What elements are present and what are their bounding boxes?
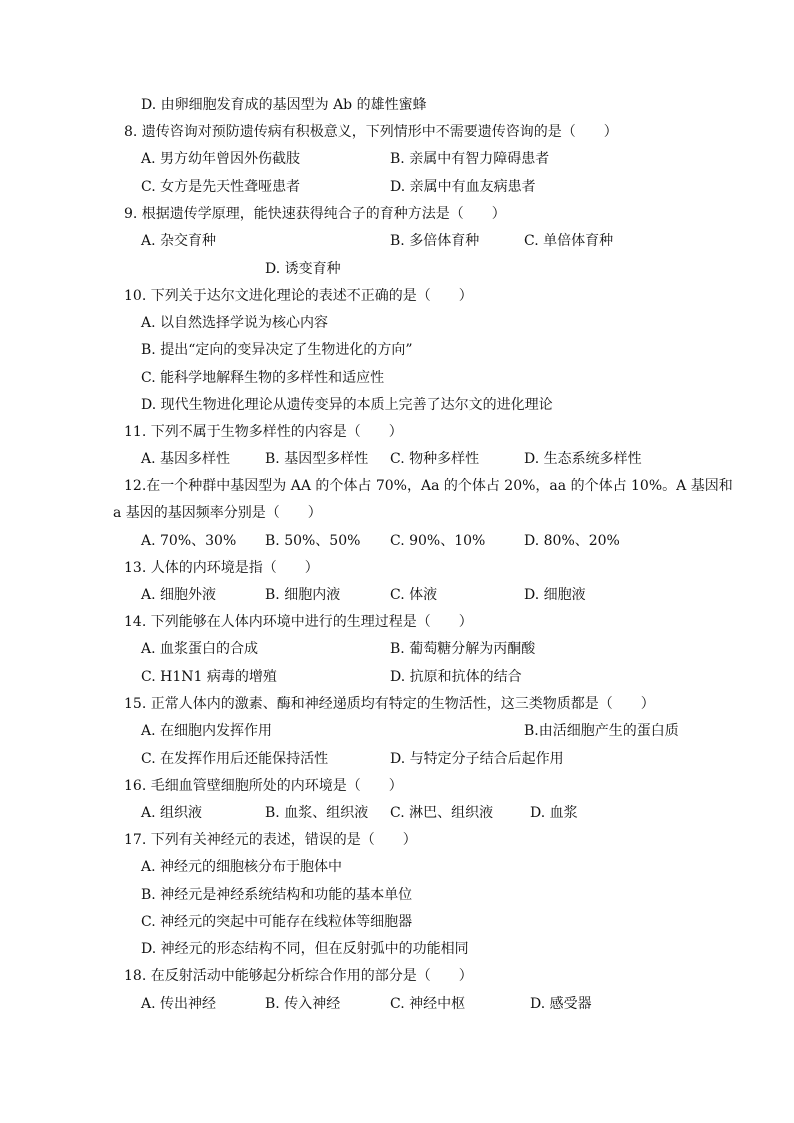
q13-option-a: A. 细胞外液 [141, 587, 217, 603]
q9-option-d: D. 诱变育种 [265, 261, 341, 277]
q15-stem: 15. 正常人体内的激素、酶和神经递质均有特定的生物活性，这三类物质都是（ ） [124, 696, 655, 712]
q14-option-b: B. 葡萄糖分解为丙酮酸 [390, 641, 536, 657]
q12-option-a: A. 70%、30% [141, 533, 237, 549]
q13-stem: 13. 人体的内环境是指（ ） [124, 560, 319, 576]
q13-option-d: D. 细胞液 [524, 587, 586, 603]
q10-option-b: B. 提出“定向的变异决定了生物进化的方向” [141, 342, 413, 358]
q8-option-a: A. 男方幼年曾因外伤截肢 [141, 151, 301, 167]
q15-option-d: D. 与特定分子结合后起作用 [390, 751, 564, 767]
q12-option-b: B. 50%、50% [265, 533, 361, 549]
q8-option-d: D. 亲属中有血友病患者 [390, 179, 536, 195]
q18-stem: 18. 在反射活动中能够起分析综合作用的部分是（ ） [124, 968, 473, 984]
q17-stem: 17. 下列有关神经元的表述，错误的是（ ） [124, 832, 417, 848]
q11-option-d: D. 生态系统多样性 [524, 451, 642, 467]
q13-option-c: C. 体液 [390, 587, 438, 603]
q9-option-a: A. 杂交育种 [141, 233, 217, 249]
q12-option-d: D. 80%、20% [524, 533, 620, 549]
q9-option-b: B. 多倍体育种 [390, 233, 480, 249]
q14-option-c: C. H1N1 病毒的增殖 [141, 669, 277, 685]
q14-option-a: A. 血浆蛋白的合成 [141, 641, 259, 657]
q10-option-d: D. 现代生物进化理论从遗传变异的本质上完善了达尔文的进化理论 [141, 397, 553, 413]
q8-stem: 8. 遗传咨询对预防遗传病有积极意义，下列情形中不需要遗传咨询的是（ ） [124, 124, 618, 140]
q15-option-a: A. 在细胞内发挥作用 [141, 723, 273, 739]
q16-option-b: B. 血浆、组织液 [265, 805, 369, 821]
q14-option-d: D. 抗原和抗体的结合 [390, 669, 522, 685]
q18-option-d: D. 感受器 [530, 996, 592, 1012]
q11-stem: 11. 下列不属于生物多样性的内容是（ ） [124, 424, 403, 440]
q16-option-d: D. 血浆 [530, 805, 578, 821]
q8-option-b: B. 亲属中有智力障碍患者 [390, 151, 550, 167]
q18-option-a: A. 传出神经 [141, 996, 217, 1012]
q9-stem: 9. 根据遗传学原理，能快速获得纯合子的育种方法是（ ） [124, 206, 506, 222]
q17-option-c: C. 神经元的突起中可能存在线粒体等细胞器 [141, 914, 413, 930]
q10-option-a: A. 以自然选择学说为核心内容 [141, 315, 329, 331]
q16-option-a: A. 组织液 [141, 805, 203, 821]
q17-option-a: A. 神经元的细胞核分布于胞体中 [141, 859, 343, 875]
q10-stem: 10. 下列关于达尔文进化理论的表述不正确的是（ ） [124, 288, 473, 304]
q18-option-c: C. 神经中枢 [390, 996, 466, 1012]
q10-option-c: C. 能科学地解释生物的多样性和适应性 [141, 370, 385, 386]
q11-option-b: B. 基因型多样性 [265, 451, 369, 467]
q16-stem: 16. 毛细血管壁细胞所处的内环境是（ ） [124, 778, 403, 794]
q8-option-c: C. 女方是先天性聋哑患者 [141, 179, 301, 195]
q12-stem-line-2: a 基因的基因频率分别是（ ） [113, 505, 322, 521]
q9-option-c: C. 单倍体育种 [524, 233, 614, 249]
q7-option-d: D. 由卵细胞发育成的基因型为 Ab 的雄性蜜蜂 [141, 97, 427, 113]
q17-option-b: B. 神经元是神经系统结构和功能的基本单位 [141, 887, 413, 903]
q13-option-b: B. 细胞内液 [265, 587, 341, 603]
q11-option-c: C. 物种多样性 [390, 451, 480, 467]
q15-option-b: B.由活细胞产生的蛋白质 [524, 723, 679, 739]
q12-stem-line-1: 12.在一个种群中基因型为 AA 的个体占 70%，Aa 的个体占 20%，aa 的个体占 10%。A 基因和 [124, 478, 733, 494]
q14-stem: 14. 下列能够在人体内环境中进行的生理过程是（ ） [124, 614, 473, 630]
q11-option-a: A. 基因多样性 [141, 451, 231, 467]
q16-option-c: C. 淋巴、组织液 [390, 805, 494, 821]
q18-option-b: B. 传入神经 [265, 996, 341, 1012]
q15-option-c: C. 在发挥作用后还能保持活性 [141, 751, 329, 767]
q12-option-c: C. 90%、10% [390, 533, 486, 549]
q17-option-d: D. 神经元的形态结构不同，但在反射弧中的功能相同 [141, 941, 469, 957]
